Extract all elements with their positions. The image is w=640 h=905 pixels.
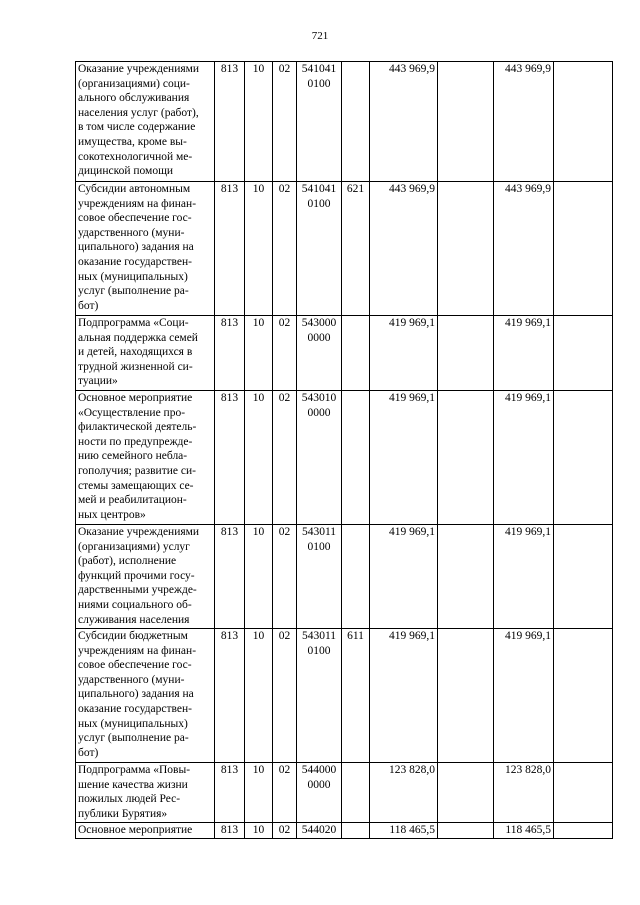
amount-value-2: 419 969,1 (494, 316, 554, 391)
section-code: 10 (245, 316, 273, 391)
row-name-line: ных (муниципальных) (78, 717, 188, 730)
last-value (554, 182, 613, 316)
row-name-line: ности по предупрежде- (78, 435, 193, 448)
row-name-cell (76, 62, 215, 182)
last-value (554, 629, 613, 763)
target-article-line: 541041 (301, 183, 337, 195)
ministry-code: 813 (215, 62, 245, 182)
target-article-code (297, 763, 342, 823)
row-name-line: гополучия; развитие си- (78, 464, 196, 477)
row-name-line: туации» (78, 375, 118, 388)
subsection-code: 02 (273, 525, 297, 629)
subsection-code: 02 (273, 62, 297, 182)
expense-type-code (342, 525, 370, 629)
row-name-line: пожилых людей Рес- (78, 793, 181, 806)
row-name-cell (76, 629, 215, 763)
expense-type-code (342, 823, 370, 839)
row-name-line: служивания населения (78, 613, 190, 626)
extra-value (438, 62, 494, 182)
row-name-line: (работ), исполнение (78, 555, 177, 568)
section-code: 10 (245, 62, 273, 182)
row-name-line: Подпрограмма «Повы- (78, 764, 191, 776)
extra-value (438, 391, 494, 525)
table-row (76, 629, 613, 763)
target-article-line: 543010 (301, 392, 337, 404)
subsection-code: 02 (273, 391, 297, 525)
row-name-line: нию семейного небла- (78, 450, 188, 463)
row-name-line: оказание государствен- (78, 702, 192, 715)
amount-value: 419 969,1 (370, 391, 438, 525)
last-value (554, 391, 613, 525)
row-name-line: совое обеспечение гос- (78, 212, 192, 225)
row-name-line: Субсидии бюджетным (78, 630, 188, 642)
row-name-line: дицинской помощи (78, 165, 174, 178)
row-name-line: Основное мероприятие (78, 392, 193, 404)
subsection-code: 02 (273, 182, 297, 316)
amount-value-2: 419 969,1 (494, 391, 554, 525)
table-row (76, 182, 613, 316)
ministry-code: 813 (215, 763, 245, 823)
amount-value-2: 443 969,9 (494, 62, 554, 182)
row-name-cell (76, 391, 215, 525)
target-article-line: 0100 (307, 644, 331, 657)
row-name-line: мей и реабилитацион- (78, 494, 187, 507)
amount-value: 419 969,1 (370, 629, 438, 763)
row-name-cell (76, 182, 215, 316)
row-name-line: услуг (выполнение ра- (78, 285, 189, 298)
expense-type-code: 621 (342, 182, 370, 316)
row-name-line: ударственного (муни- (78, 226, 185, 239)
table-row (76, 823, 613, 839)
ministry-code: 813 (215, 182, 245, 316)
expense-type-code: 611 (342, 629, 370, 763)
extra-value (438, 316, 494, 391)
row-name-line: ального обслуживания (78, 92, 190, 105)
extra-value (438, 629, 494, 763)
amount-value: 443 969,9 (370, 182, 438, 316)
row-name-line: учреждениям на финан- (78, 197, 197, 210)
subsection-code: 02 (273, 823, 297, 839)
row-name-line: ударственного (муни- (78, 673, 185, 686)
last-value (554, 823, 613, 839)
row-name-line: публики Бурятия» (78, 807, 168, 820)
row-name-line: учреждениям на финан- (78, 644, 197, 657)
target-article-code (297, 525, 342, 629)
ministry-code: 813 (215, 316, 245, 391)
row-name-line: трудной жизненной си- (78, 360, 193, 373)
target-article-line: 543011 (301, 630, 337, 642)
row-name-line: совое обеспечение гос- (78, 659, 192, 672)
last-value (554, 525, 613, 629)
target-article-line: 541041 (301, 63, 337, 75)
row-name-line: альная поддержка семей (78, 331, 198, 344)
ministry-code: 813 (215, 823, 245, 839)
section-code: 10 (245, 823, 273, 839)
table-row (76, 62, 613, 182)
last-value (554, 316, 613, 391)
target-article-code (297, 62, 342, 182)
table-body (76, 62, 613, 839)
row-name-line: стемы замещающих се- (78, 479, 194, 492)
target-article-code (297, 629, 342, 763)
row-name-line: ниями социального об- (78, 598, 192, 611)
target-article-code (297, 391, 342, 525)
row-name-cell (76, 525, 215, 629)
amount-value: 443 969,9 (370, 62, 438, 182)
expense-type-code (342, 391, 370, 525)
target-article-code (297, 823, 342, 839)
table-row (76, 316, 613, 391)
target-article-line: 0100 (307, 197, 331, 210)
extra-value (438, 525, 494, 629)
row-name-line: дарственными учрежде- (78, 584, 197, 597)
amount-value-2: 118 465,5 (494, 823, 554, 839)
row-name-line: Субсидии автономным (78, 183, 191, 195)
target-article-line: 0000 (307, 331, 331, 344)
section-code: 10 (245, 525, 273, 629)
row-name-line: оказание государствен- (78, 255, 192, 268)
row-name-line: «Осуществление про- (78, 406, 186, 419)
table-row (76, 391, 613, 525)
extra-value (438, 823, 494, 839)
subsection-code: 02 (273, 763, 297, 823)
row-name-line: ципального) задания на (78, 688, 194, 701)
expense-type-code (342, 763, 370, 823)
amount-value: 419 969,1 (370, 525, 438, 629)
row-name-line: (организациями) соци- (78, 77, 190, 90)
subsection-code: 02 (273, 629, 297, 763)
target-article-line: 0100 (307, 540, 331, 553)
amount-value-2: 419 969,1 (494, 525, 554, 629)
ministry-code: 813 (215, 525, 245, 629)
extra-value (438, 182, 494, 316)
extra-value (438, 763, 494, 823)
row-name-line: населения услуг (работ), (78, 106, 199, 119)
amount-value-2: 123 828,0 (494, 763, 554, 823)
row-name-line: и детей, находящихся в (78, 346, 193, 359)
row-name-line: филактической деятель- (78, 421, 197, 434)
target-article-code (297, 182, 342, 316)
section-code: 10 (245, 629, 273, 763)
table-row (76, 525, 613, 629)
amount-value-2: 443 969,9 (494, 182, 554, 316)
row-name-line: имущества, кроме вы- (78, 135, 187, 148)
target-article-line: 0100 (307, 77, 331, 90)
row-name-line: Основное мероприятие (78, 824, 193, 836)
row-name-line: ных центров» (78, 508, 146, 521)
expense-type-code (342, 316, 370, 391)
row-name-cell (76, 823, 215, 839)
row-name-line: в том числе содержание (78, 121, 196, 134)
ministry-code: 813 (215, 391, 245, 525)
row-name-line: Подпрограмма «Соци- (78, 317, 189, 329)
row-name-line: услуг (выполнение ра- (78, 732, 189, 745)
ministry-code: 813 (215, 629, 245, 763)
row-name-line: бот) (78, 299, 99, 312)
amount-value: 123 828,0 (370, 763, 438, 823)
subsection-code: 02 (273, 316, 297, 391)
target-article-line: 543000 (301, 317, 337, 329)
row-name-line: сокотехнологичной ме- (78, 150, 193, 163)
row-name-cell (76, 763, 215, 823)
target-article-line: 0000 (307, 778, 331, 791)
budget-table (75, 61, 613, 839)
row-name-line: (организациями) услуг (78, 540, 190, 553)
section-code: 10 (245, 391, 273, 525)
row-name-line: Оказание учреждениями (78, 63, 200, 75)
target-article-line: 543011 (301, 526, 337, 538)
target-article-line: 544020 (301, 824, 337, 836)
target-article-line: 0000 (307, 406, 331, 419)
last-value (554, 62, 613, 182)
row-name-line: Оказание учреждениями (78, 526, 200, 538)
page-number: 721 (311, 30, 329, 42)
amount-value: 118 465,5 (370, 823, 438, 839)
amount-value-2: 419 969,1 (494, 629, 554, 763)
row-name-line: бот) (78, 746, 99, 759)
row-name-line: ных (муниципальных) (78, 270, 188, 283)
row-name-line: функций прочими госу- (78, 569, 195, 582)
amount-value: 419 969,1 (370, 316, 438, 391)
row-name-cell (76, 316, 215, 391)
target-article-code (297, 316, 342, 391)
row-name-line: шение качества жизни (78, 778, 188, 791)
row-name-line: ципального) задания на (78, 241, 194, 254)
table-row (76, 763, 613, 823)
target-article-line: 544000 (301, 764, 337, 776)
expense-type-code (342, 62, 370, 182)
section-code: 10 (245, 763, 273, 823)
section-code: 10 (245, 182, 273, 316)
last-value (554, 763, 613, 823)
